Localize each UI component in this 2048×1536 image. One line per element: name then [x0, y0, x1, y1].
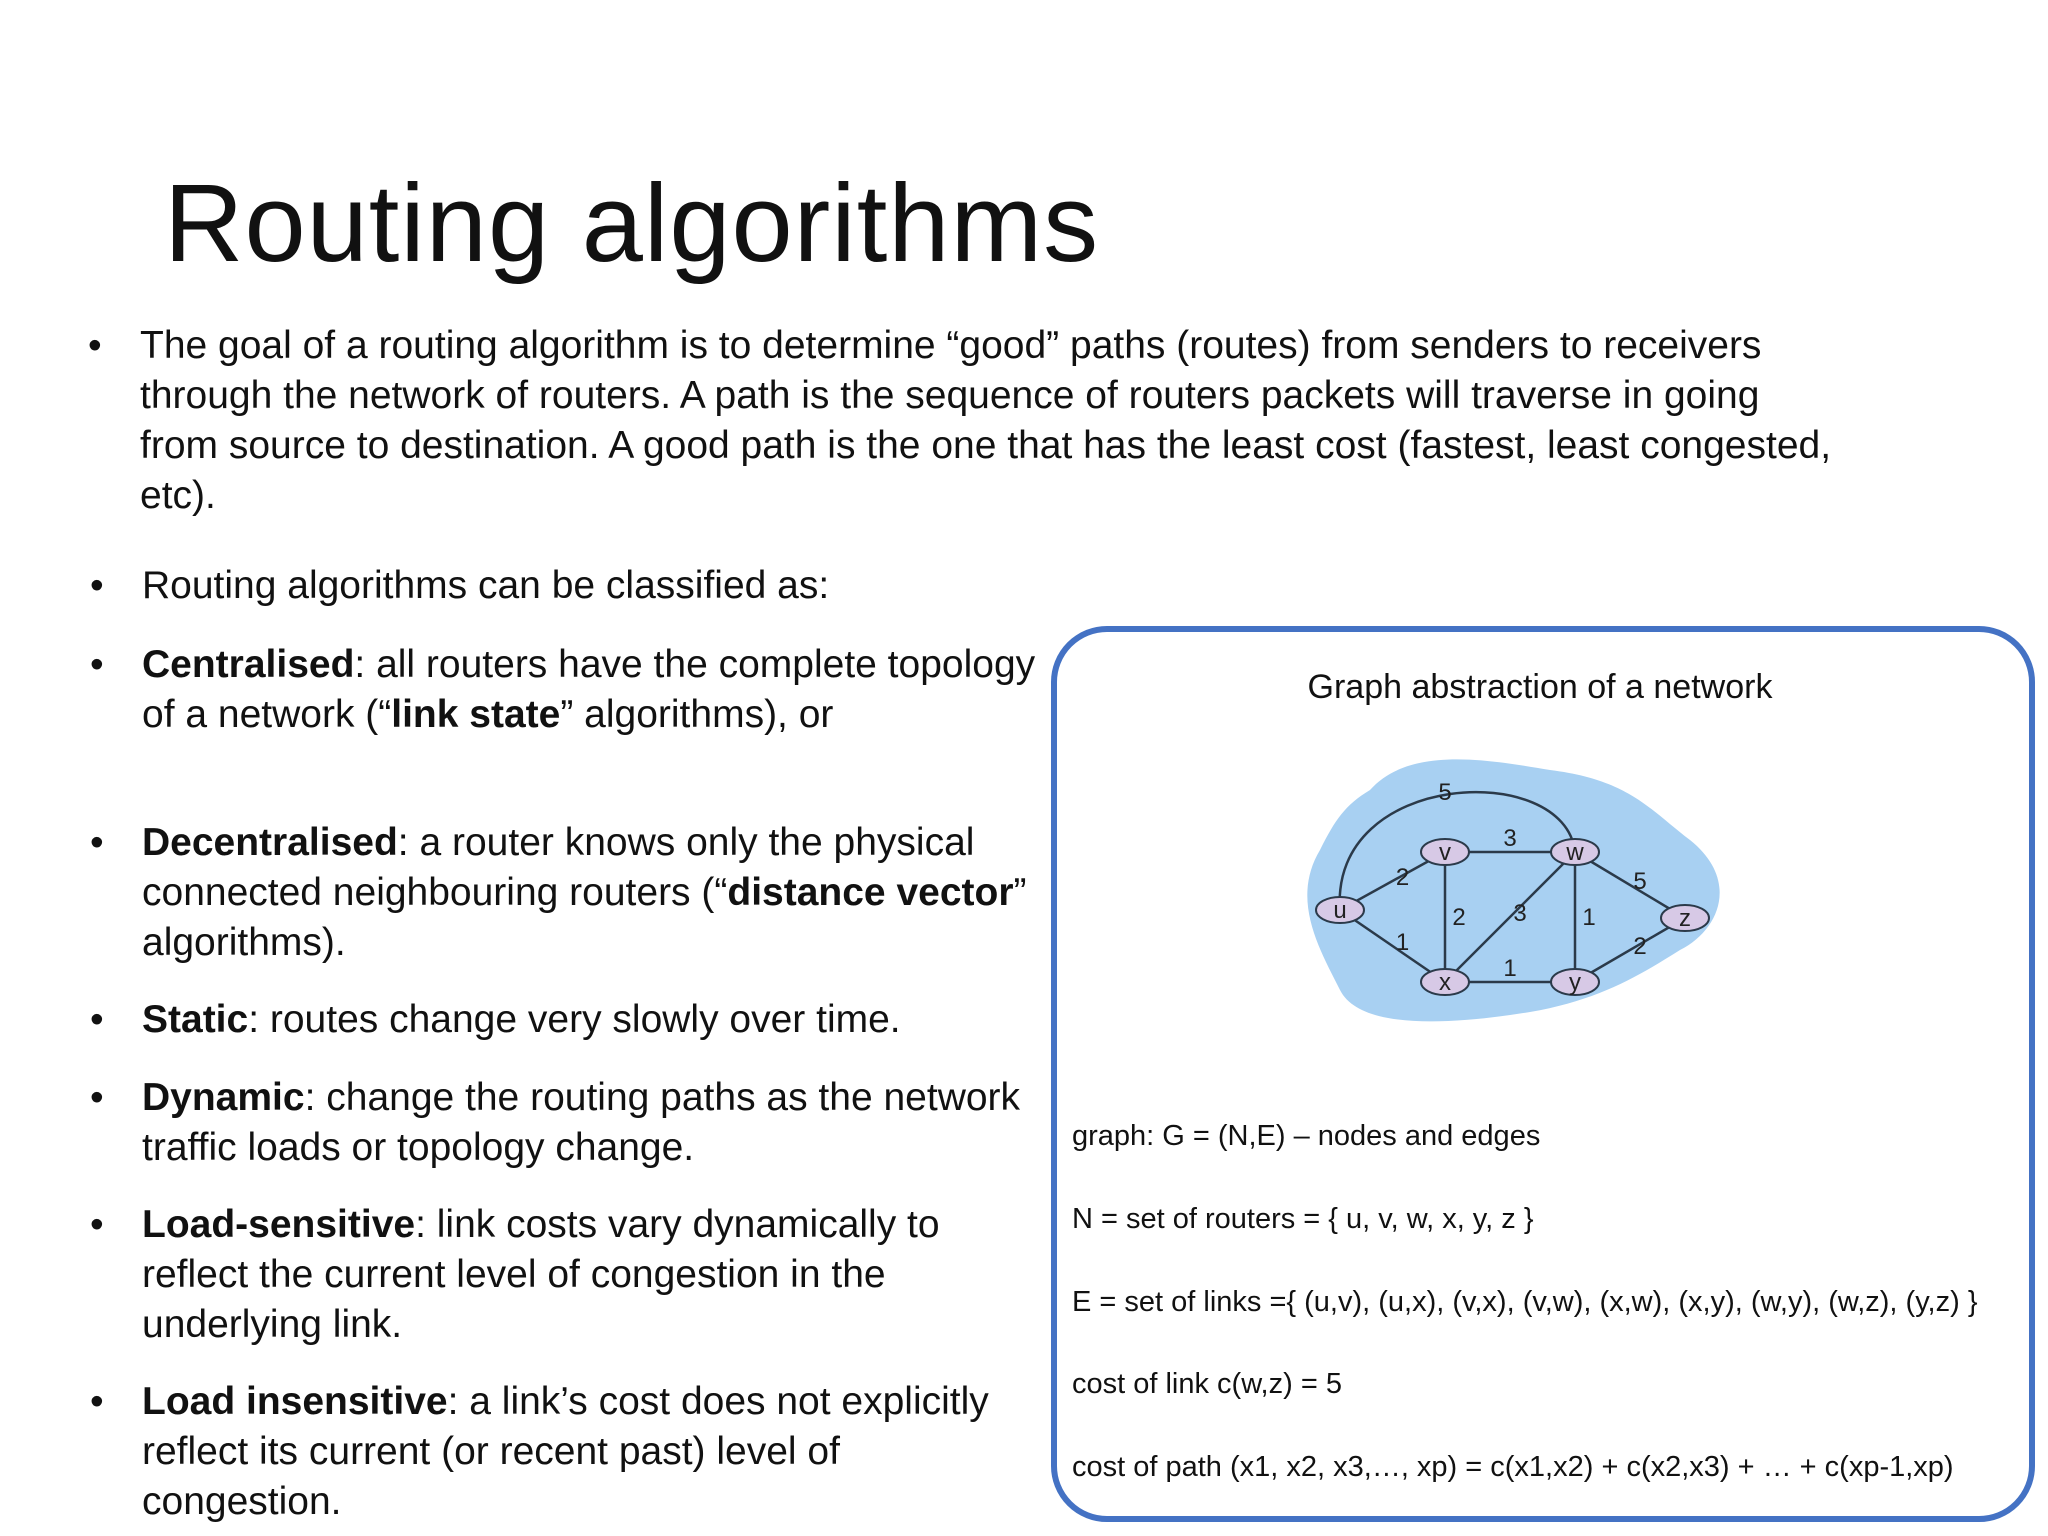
bullet-dynamic [90, 1073, 1042, 1173]
term-dynamic: Dynamic [142, 1076, 305, 1119]
edge-cost-u-w: 5 [1438, 779, 1452, 806]
term-decentralised: Decentralised [142, 821, 398, 864]
bullet-dot: • [90, 1380, 104, 1423]
router-node-y [1551, 969, 1599, 996]
decentralised-text-1: : a router knows only the physical connected neighbouring routers (“ [142, 821, 975, 914]
edge-cost-u-v: 2 [1395, 864, 1410, 891]
bullet-intro-text: The goal of a routing algorithm is to determine “good” paths (routes) from senders to receivers through the network of routers. A path is the sequence of routers packets will traverse in going from source to destination. A good path is the one that has the least cost (fastest, least congested, etc). [140, 324, 1832, 517]
definition-edges: E = set of links ={ (u,v), (u,x), (v,x), (v,w), (x,w), (x,y), (w,y), (w,z), (y,z) } [1072, 1286, 1978, 1318]
definition-nodes: N = set of routers = { u, v, w, x, y, z } [1072, 1203, 1534, 1235]
definition-path-cost: cost of path (x1, x2, x3,…, xp) = c(x1,x2) + c(x2,x3) + … + c(xp-1,xp) [1072, 1451, 1954, 1483]
dynamic-text: : change the routing paths as the network traffic loads or topology change. [142, 1076, 1021, 1169]
bullet-dot: • [90, 564, 104, 607]
router-node-w [1551, 839, 1599, 866]
term-distance-vector: distance vector [727, 871, 1014, 914]
decentralised-text-2: ” algorithms). [142, 871, 1027, 964]
static-text: : routes change very slowly over time. [248, 998, 901, 1041]
term-load-sensitive: Load-sensitive [142, 1203, 416, 1246]
term-static: Static [142, 998, 249, 1041]
load-insensitive-text: : a link’s cost does not explicitly reflect its current (or recent past) level of congestion. [142, 1380, 989, 1523]
slide-title: Routing algorithms [164, 162, 1100, 285]
router-label-z: z [1679, 905, 1691, 932]
router-label-y: y [1569, 969, 1581, 996]
definition-link-cost: cost of link c(w,z) = 5 [1072, 1368, 1342, 1400]
bullet-centralised [90, 640, 1042, 740]
router-label-w: w [1566, 839, 1584, 866]
bullet-static [90, 995, 1042, 1045]
bullet-dot: • [90, 821, 104, 864]
router-label-u: u [1333, 897, 1347, 924]
centralised-text-1: : all routers have the complete topology of a network (“ [142, 643, 1036, 736]
load-sensitive-text: : link costs vary dynamically to reflect the current level of congestion in the underlying link. [142, 1203, 940, 1346]
router-node-v [1421, 839, 1469, 866]
term-link-state: link state [391, 693, 561, 736]
bullet-load-sensitive [90, 1200, 1042, 1350]
router-node-u [1316, 897, 1364, 924]
edge-cost-u-x: 1 [1395, 929, 1410, 956]
bullet-intro [88, 321, 1840, 521]
edge-cost-w-y: 1 [1582, 904, 1596, 931]
router-label-x: x [1439, 969, 1451, 996]
router-node-x [1421, 969, 1469, 996]
bullet-load-insensitive [90, 1377, 1042, 1527]
bullet-dot: • [90, 643, 104, 686]
bullet-classified-text: Routing algorithms can be classified as: [142, 564, 830, 607]
edge-cost-v-w: 3 [1503, 825, 1517, 852]
router-node-z [1661, 905, 1709, 932]
term-centralised: Centralised [142, 643, 355, 686]
edge-cost-y-z: 2 [1633, 933, 1647, 960]
graph-caption: Graph abstraction of a network [1307, 668, 1773, 706]
edge-cost-x-w: 3 [1513, 900, 1527, 927]
bullet-classified [90, 561, 1042, 611]
bullet-decentralised [90, 818, 1042, 968]
edge-cost-x-y: 1 [1503, 955, 1517, 982]
bullet-dot: • [88, 324, 102, 367]
term-load-insensitive: Load insensitive [142, 1380, 448, 1423]
bullet-dot: • [90, 1203, 104, 1246]
bullet-dot: • [90, 1076, 104, 1119]
definition-graph: graph: G = (N,E) – nodes and edges [1072, 1120, 1541, 1152]
router-label-v: v [1439, 839, 1451, 866]
edge-cost-v-x: 2 [1452, 904, 1466, 931]
centralised-text-2: ” algorithms), or [560, 693, 834, 736]
edge-cost-w-z: 5 [1633, 868, 1647, 895]
bullet-dot: • [90, 998, 104, 1041]
network-graph-diagram [1300, 750, 1740, 1030]
